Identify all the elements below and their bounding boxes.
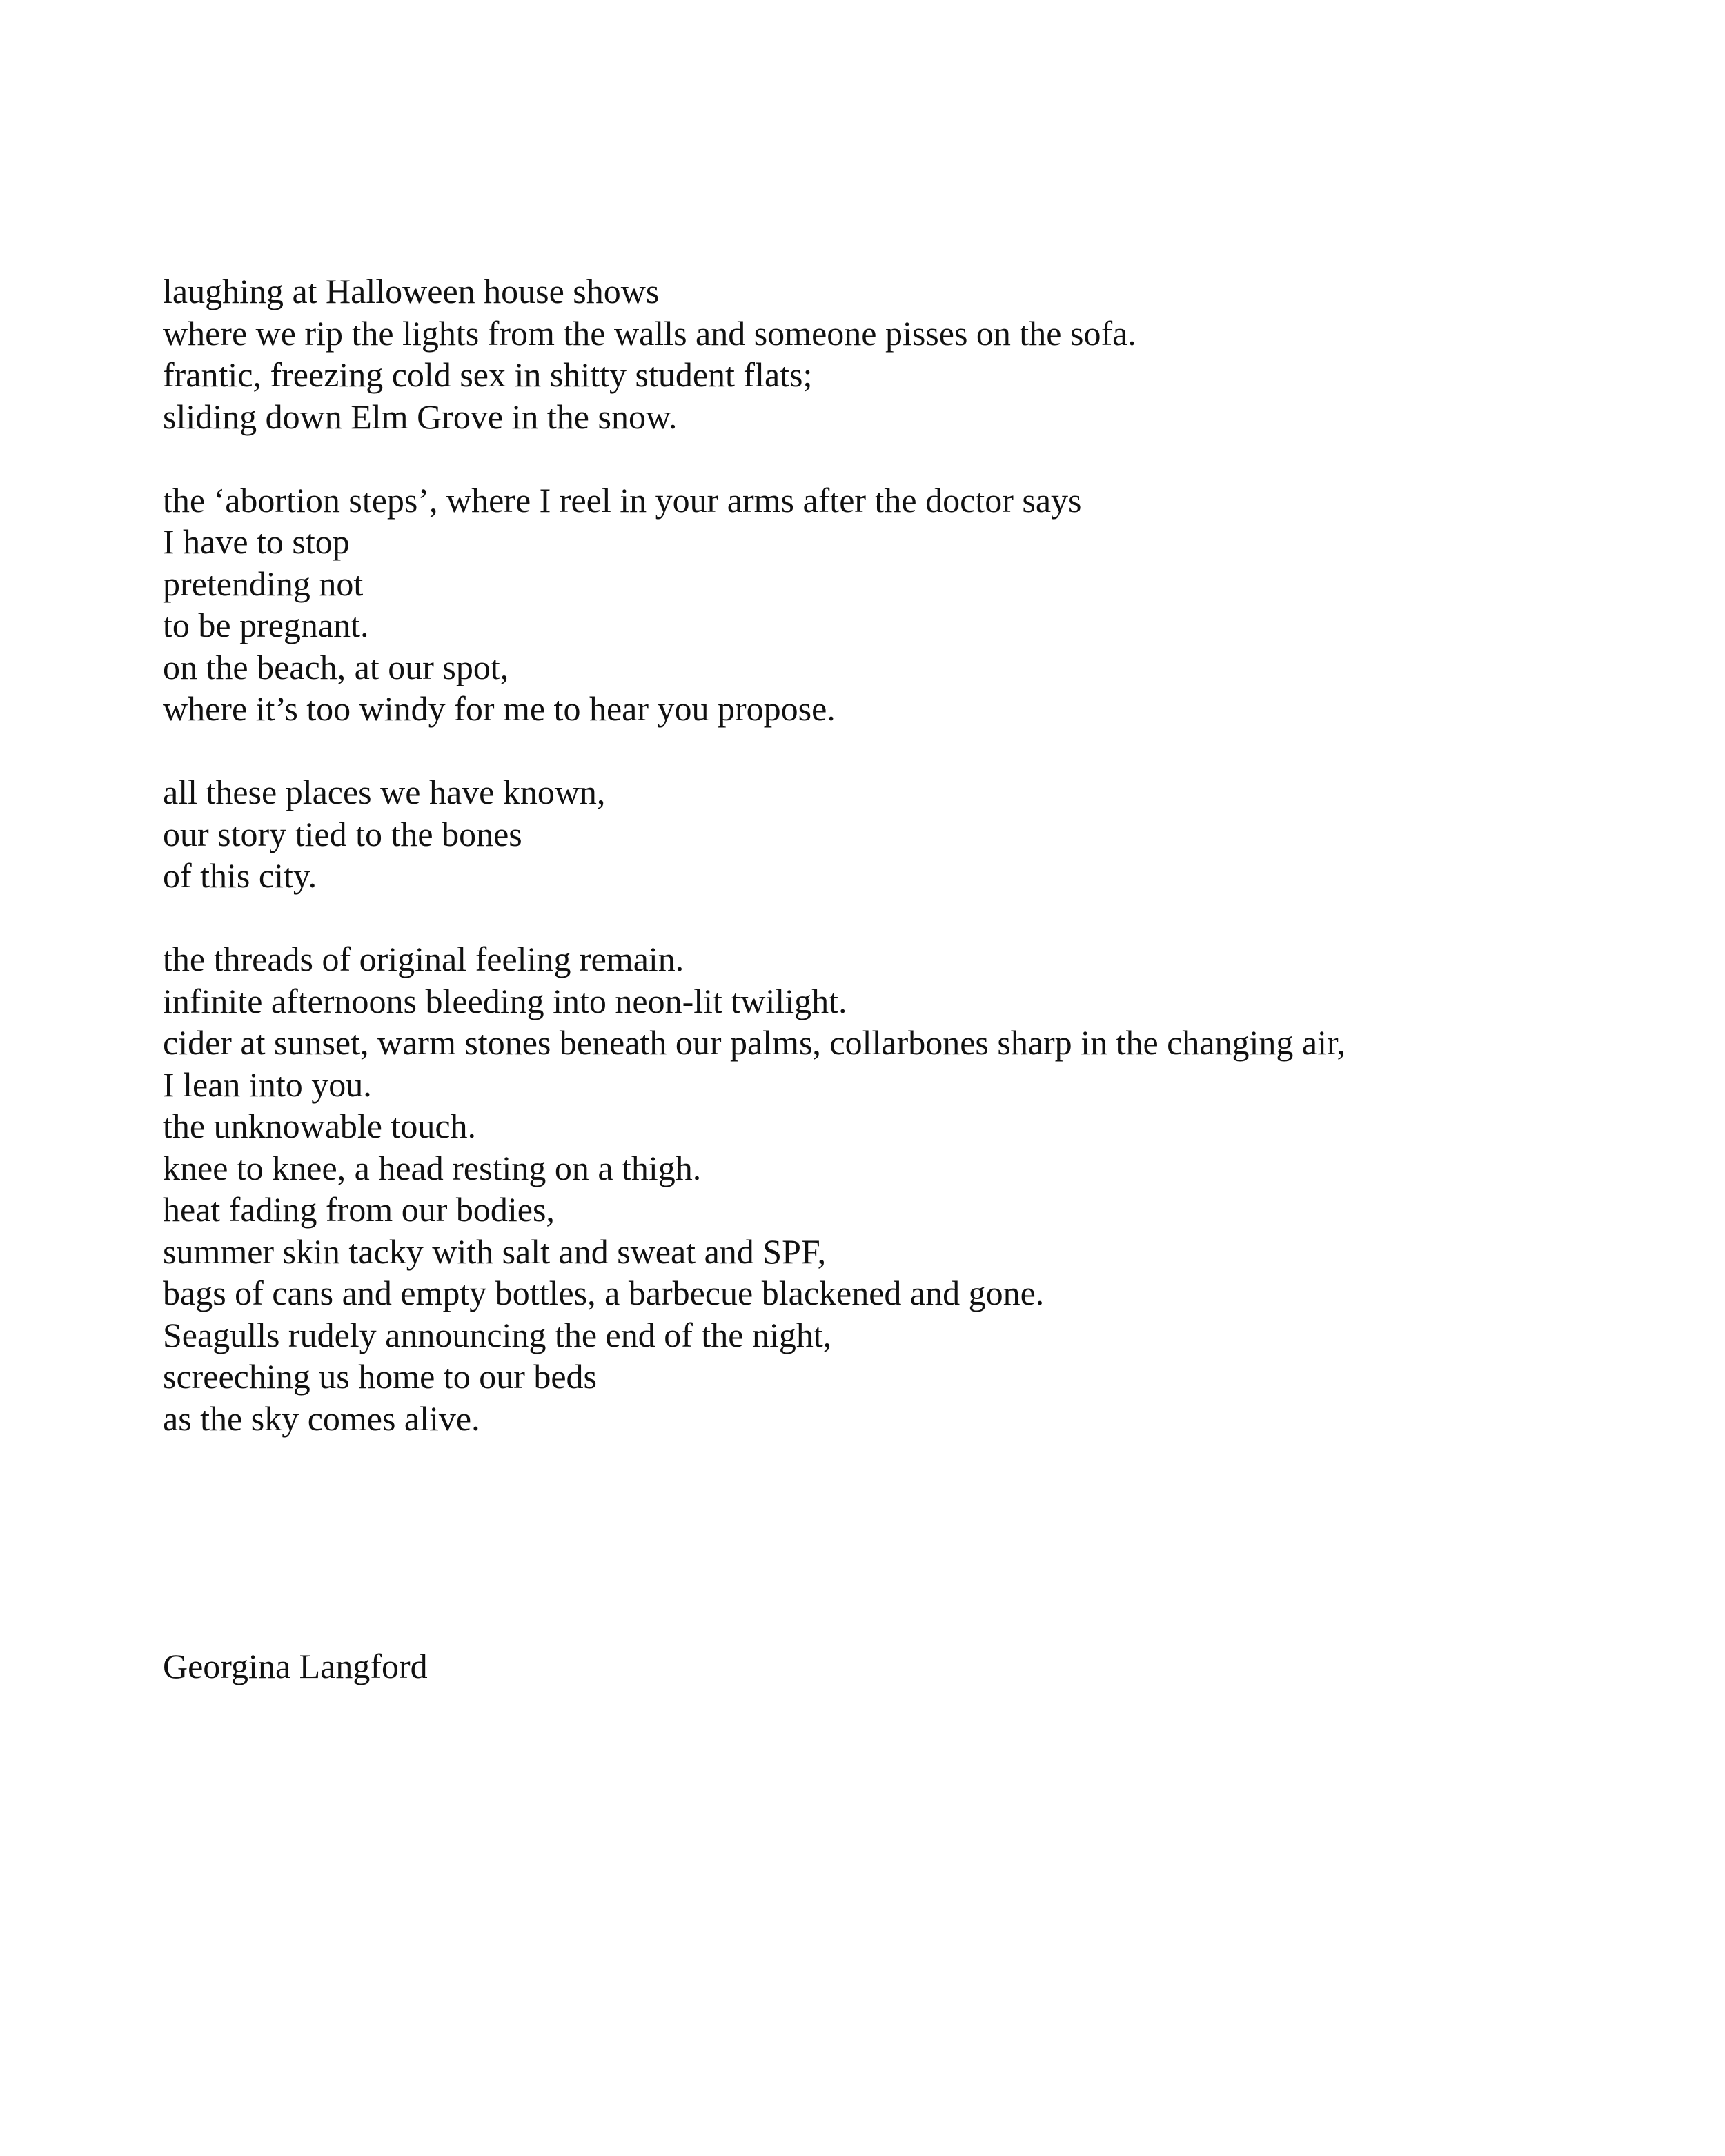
poem-line: heat fading from our bodies, <box>163 1190 555 1229</box>
stanza-2 <box>163 479 1667 730</box>
poem-body <box>163 270 1667 1439</box>
poem-line: where we rip the lights from the walls and someone pisses on the sofa. <box>163 313 1136 353</box>
poem-line: our story tied to the bones <box>163 814 522 853</box>
poem-line: laughing at Halloween house shows <box>163 272 660 310</box>
stanza-3 <box>163 771 1667 897</box>
poem-line: all these places we have known, <box>163 773 606 811</box>
poem-line: the ‘abortion steps’, where I reel in your arms after the doctor says <box>163 480 1082 520</box>
poem-line: Seagulls rudely announcing the end of the night, <box>163 1315 832 1354</box>
poem-line: on the beach, at our spot, <box>163 647 509 686</box>
poem-line: to be pregnant. <box>163 606 369 644</box>
poem-line: I have to stop <box>163 522 350 561</box>
poem-line: of this city. <box>163 856 317 895</box>
poem-line: bags of cans and empty bottles, a barbecue blackened and gone. <box>163 1274 1045 1312</box>
author-name: Georgina Langford <box>163 1647 428 1685</box>
poem-line: knee to knee, a head resting on a thigh. <box>163 1148 702 1187</box>
poem-line: screeching us home to our beds <box>163 1357 598 1396</box>
poem-line: I lean into you. <box>163 1065 372 1104</box>
stanza-1 <box>163 270 1667 437</box>
poem-line: as the sky comes alive. <box>163 1398 480 1438</box>
poem-line: frantic, freezing cold sex in shitty student flats; <box>163 355 813 394</box>
poem-line: pretending not <box>163 564 364 603</box>
poem-line: the unknowable touch. <box>163 1107 477 1145</box>
poem-line: infinite afternoons bleeding into neon-lit twilight. <box>163 981 847 1020</box>
poem-line: where it’s too windy for me to hear you propose. <box>163 689 836 728</box>
poem-line: cider at sunset, warm stones beneath our palms, collarbones sharp in the changing air, <box>163 1023 1346 1062</box>
poem-line: the threads of original feeling remain. <box>163 940 684 978</box>
stanza-4 <box>163 938 1667 1439</box>
poem-line: sliding down Elm Grove in the snow. <box>163 397 678 436</box>
poem-line: summer skin tacky with salt and sweat and SPF, <box>163 1232 827 1271</box>
